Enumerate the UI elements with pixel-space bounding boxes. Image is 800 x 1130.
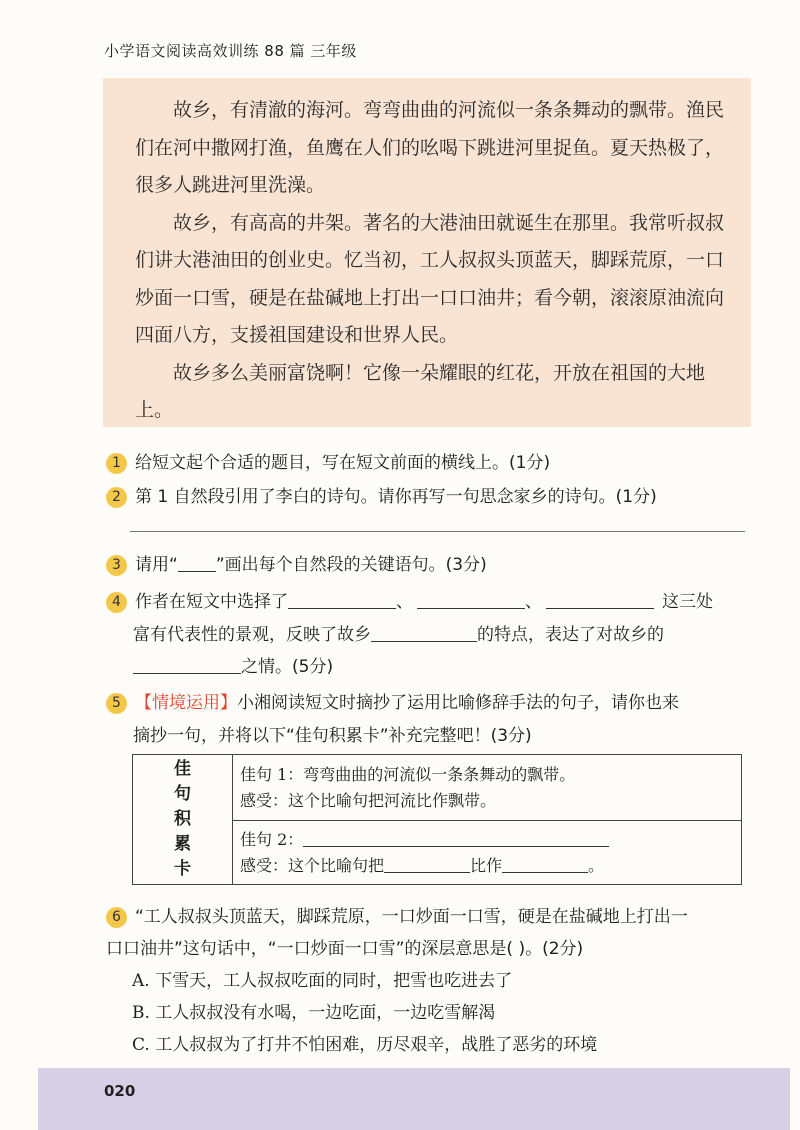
answer-blank[interactable] — [288, 592, 396, 609]
question-6-line-1: 6 “工人叔叔头顶蓝天，脚踩荒原，一口炒面一口雪，硬是在盐碱地上打出一 — [106, 902, 688, 928]
answer-blank[interactable] — [371, 625, 477, 642]
question-2 — [106, 482, 657, 508]
passage-paragraph-2: 故乡，有高高的井架。著名的大港油田就诞生在那里。我常听叔叔们讲大港油田的创业史。忆当初，工人叔叔头顶蓝天，脚踩荒原，一口炒面一口雪，硬是在盐碱地上打出一口口油井；看今朝，滚滚原油流向四面八方，支援祖国建设和世界人民。 — [135, 211, 725, 346]
page-number: 020 — [104, 1082, 136, 1100]
question-1-text: 给短文起个合适的题目，写在短文前面的横线上。(1分) — [135, 453, 551, 473]
question-3: 3 请用“ ”画出每个自然段的关键语句。(3分) — [106, 550, 487, 576]
reading-passage — [103, 78, 751, 427]
answer-blank[interactable] — [133, 657, 241, 674]
question-1 — [106, 448, 550, 474]
passage-paragraph-3: 故乡多么美丽富饶啊！它像一朵耀眼的红花，开放在祖国的大地上。 — [135, 361, 706, 421]
question-4-line-3: 之情。(5分) — [133, 652, 333, 677]
question-5-line-2: 摘抄一句，并将以下“佳句积累卡”补充完整吧！(3分) — [133, 726, 532, 746]
option-a[interactable]: A. 下雪天，工人叔叔吃面的同时，把雪也吃进去了 — [132, 971, 513, 991]
question-number-badge: 4 — [106, 592, 127, 613]
context-tag: 【情境运用】 — [135, 693, 237, 713]
answer-blank[interactable] — [303, 830, 609, 847]
answer-blank[interactable] — [417, 592, 525, 609]
question-5-line-1: 5 【情境运用】小湘阅读短文时摘抄了运用比喻修辞手法的句子，请你也来 — [106, 688, 679, 714]
question-2-text: 第 1 自然段引用了李白的诗句。请你再写一句思念家乡的诗句。(1分) — [135, 487, 657, 507]
question-number-badge: 2 — [106, 487, 127, 508]
page-footer-band — [38, 1068, 790, 1130]
question-4-line-2: 富有代表性的景观，反映了故乡 的特点，表达了对故乡的 — [133, 625, 664, 645]
question-number-badge: 3 — [106, 555, 127, 576]
passage-paragraph-1: 故乡，有清澈的海河。弯弯曲曲的河流似一条条舞动的飘带。渔民们在河中撒网打渔，鱼鹰在人们的吆喝下跳进河里捉鱼。夏天热极了，很多人跳进河里洗澡。 — [135, 99, 725, 196]
answer-line[interactable] — [130, 531, 745, 532]
question-number-badge: 1 — [106, 453, 127, 474]
book-header: 小学语文阅读高效训练 88 篇 三年级 — [104, 42, 357, 60]
question-number-badge: 6 — [106, 907, 127, 928]
card-title: 佳 句 积 累 卡 — [133, 755, 233, 884]
option-b[interactable]: B. 工人叔叔没有水喝，一边吃面，一边吃雪解渴 — [132, 1003, 496, 1023]
option-c[interactable]: C. 工人叔叔为了打井不怕困难，历尽艰辛，战胜了恶劣的环境 — [132, 1035, 598, 1055]
answer-blank[interactable] — [502, 856, 588, 873]
sentence-card — [132, 754, 742, 885]
card-row-example: 佳句 1：弯弯曲曲的河流似一条条舞动的飘带。 感受：这个比喻句把河流比作飘带。 — [233, 755, 741, 821]
answer-blank[interactable] — [546, 592, 654, 609]
question-number-badge: 5 — [106, 693, 127, 714]
underline-sample — [178, 555, 216, 572]
answer-blank[interactable] — [384, 856, 470, 873]
question-4-line-1: 4 作者在短文中选择了 、 、 这三处 — [106, 587, 713, 613]
card-row-answer: 佳句 2： 感受：这个比喻句把 比作 。 — [233, 821, 741, 886]
question-6-line-2: 口口油井”这句话中，“一口炒面一口雪”的深层意思是( )。(2分) — [106, 939, 584, 959]
